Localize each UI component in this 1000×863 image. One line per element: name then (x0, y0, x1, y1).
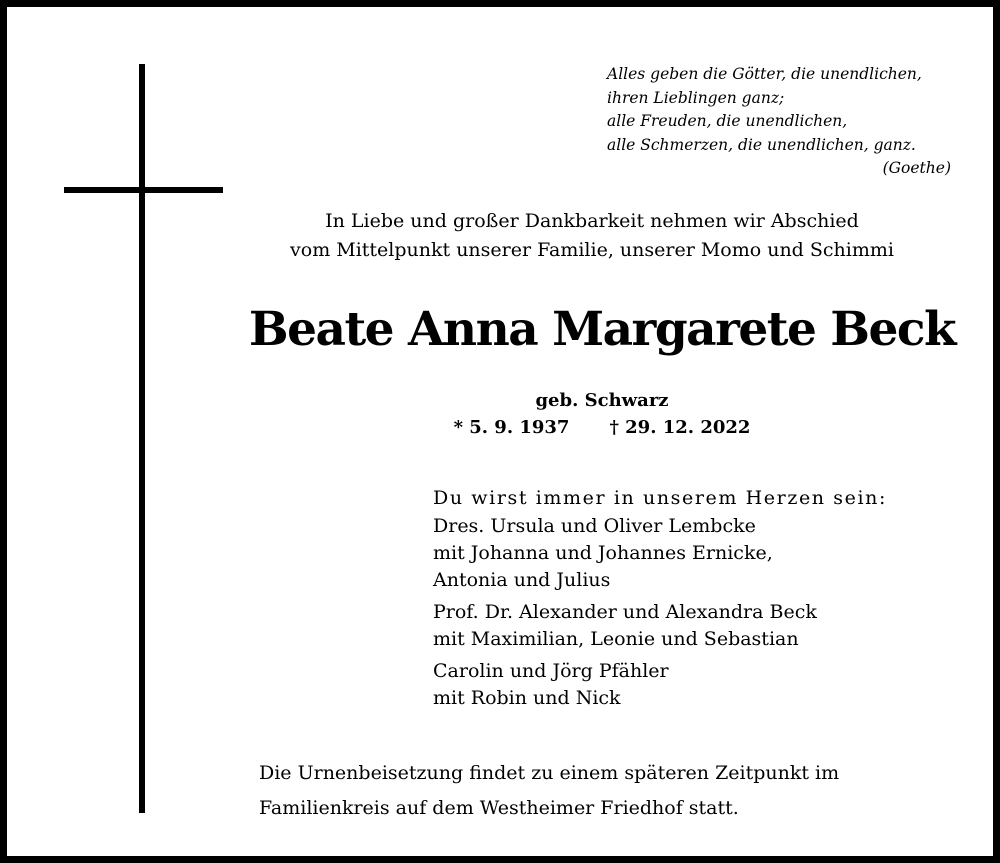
birth-date: * 5. 9. 1937 (453, 417, 570, 438)
deceased-name: Beate Anna Margarete Beck (248, 302, 956, 357)
burial-note (259, 756, 979, 826)
mourner-group (433, 599, 973, 653)
poem-author: (Goethe) (882, 159, 951, 177)
mourner-group (433, 513, 973, 594)
burial-note-line: Familienkreis auf dem Westheimer Friedhof statt. (259, 797, 739, 819)
mourner-group (433, 658, 973, 712)
mourner-line: Antonia und Julius (433, 569, 611, 591)
mourner-line: Dres. Ursula und Oliver Lembcke (433, 515, 756, 537)
poem-line: alle Schmerzen, die unendlichen, ganz. (607, 135, 916, 154)
cross-icon (139, 64, 145, 813)
mourner-line: mit Robin und Nick (433, 687, 621, 709)
death-date: † 29. 12. 2022 (609, 417, 751, 438)
poem-line: Alles geben die Götter, die unendlichen, (607, 65, 922, 83)
farewell-line: In Liebe und großer Dankbarkeit nehmen wir Abschied (325, 210, 859, 232)
farewell-line: vom Mittelpunkt unserer Familie, unserer Momo und Schimmi (290, 239, 894, 261)
burial-note-line: Die Urnenbeisetzung findet zu einem späteren Zeitpunkt im (259, 762, 840, 784)
poem-line: ihren Lieblingen ganz; (607, 88, 785, 107)
poem-line: alle Freuden, die unendlichen, (607, 112, 848, 130)
mourner-line: Prof. Dr. Alexander und Alexandra Beck (433, 601, 817, 623)
mourner-line: mit Maximilian, Leonie und Sebastian (433, 628, 799, 650)
mourner-line: Carolin und Jörg Pfähler (433, 660, 669, 682)
mourner-line: mit Johanna und Johannes Ernicke, (433, 542, 773, 564)
poem-quote (607, 63, 951, 181)
farewell-intro (222, 207, 962, 265)
life-dates (447, 414, 757, 442)
maiden-name: geb. Schwarz (535, 390, 669, 411)
mourners-intro: Du wirst immer in unserem Herzen sein: (433, 487, 887, 509)
mourners-list (433, 513, 973, 717)
cross-icon-bar (64, 187, 223, 193)
